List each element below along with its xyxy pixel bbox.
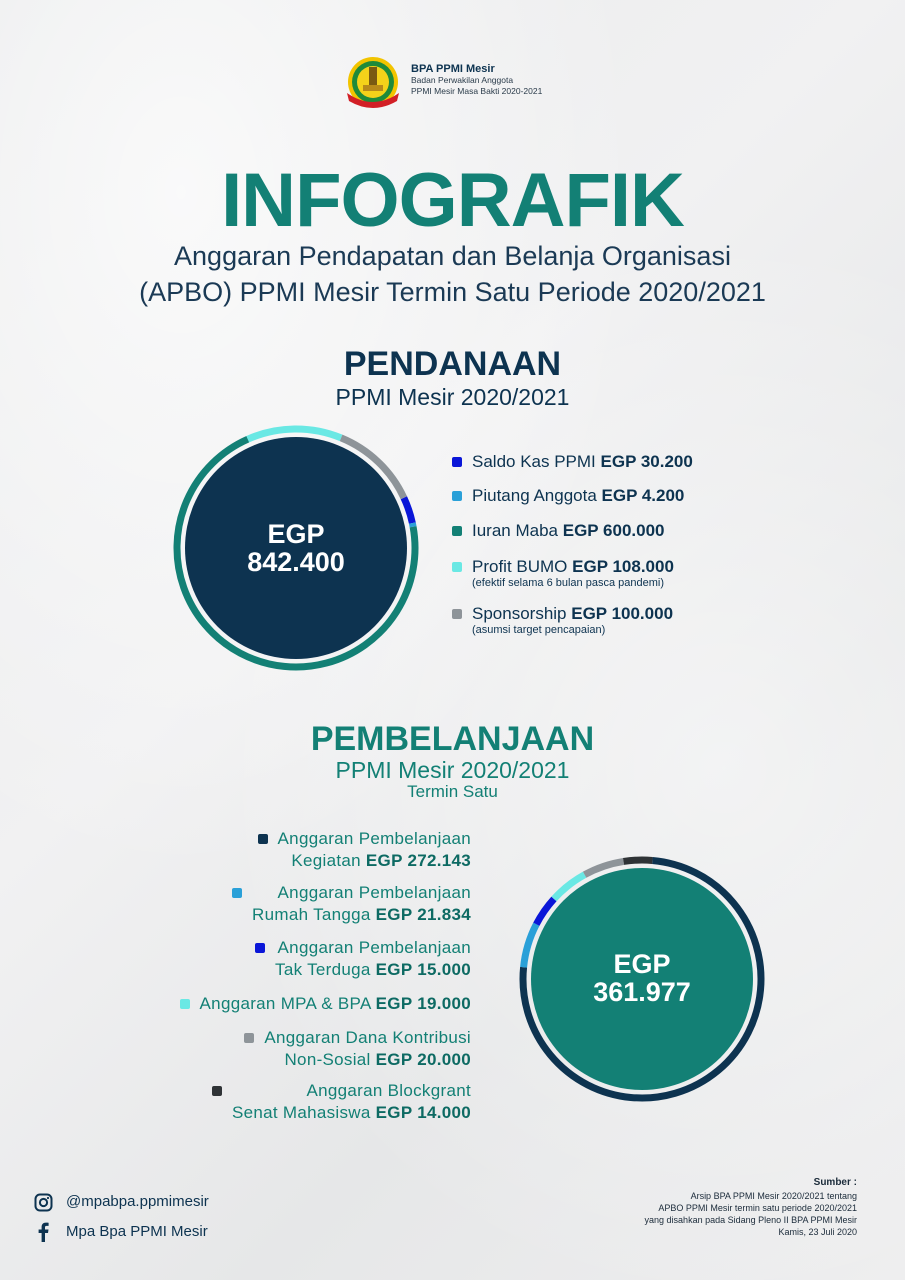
legend-note: (asumsi target pencapaian) [472,624,606,636]
legend2-swatch [232,888,242,898]
legend-note: (efektif selama 6 bulan pasca pandemi) [472,577,664,589]
subtitle [0,238,905,310]
pembelanjaan-total [514,950,770,1006]
bpa-emblem-icon [345,55,403,111]
subtitle-line-2: (APBO) PPMI Mesir Termin Satu Periode 2020/2021 [139,277,766,307]
legend2-swatch [244,1033,254,1043]
legend2-line1: Anggaran Pembelanjaan [277,829,471,848]
pendanaan-total-value: 842.400 [247,547,345,577]
legend2-line2: Non-Sosial [284,1050,371,1069]
legend2-line2: Tak Terduga [275,960,371,979]
legend-label: Profit BUMO [472,557,568,576]
facebook-icon [34,1222,53,1242]
legend2-line2: Senat Mahasiswa [231,1103,371,1122]
legend2-item-kontribusi [264,1027,471,1071]
legend2-amount: EGP 19.000 [375,994,471,1013]
pendanaan-total [168,520,424,576]
legend2-swatch [212,1086,222,1096]
legend-amount: EGP 600.000 [562,521,665,540]
legend2-amount: EGP 20.000 [375,1050,471,1069]
source-line-3: yang disahkan pada Sidang Pleno II BPA PPMI Mesir [644,1215,857,1225]
pembelanjaan-subtitle: PPMI Mesir 2020/2021 [335,757,570,783]
legend2-line1: Anggaran Pembelanjaan [277,883,471,902]
source-line-2: APBO PPMI Mesir termin satu periode 2020/2021 [658,1203,857,1213]
legend2-line2: Kegiatan [291,851,361,870]
legend-amount: EGP 108.000 [572,557,674,576]
legend2-item-blockgrant [232,1080,471,1124]
legend2-swatch [255,943,265,953]
header-logo [345,55,575,115]
legend-label: Iuran Maba [472,521,558,540]
source-title: Sumber : [813,1177,857,1188]
pembelanjaan-title: PEMBELANJAAN [310,720,595,758]
pendanaan-legend [452,452,872,652]
ring-segment-5 [624,860,653,861]
legend-label: Saldo Kas PPMI [472,452,596,471]
instagram-handle: @mpabpa.ppmimesir [66,1193,209,1210]
legend-swatch [452,457,462,467]
legend2-amount: EGP 15.000 [375,960,471,979]
source-block [645,1176,857,1238]
legend2-item-tak-terduga [275,937,471,981]
legend2-line1: Anggaran Pembelanjaan [277,938,471,957]
pembelanjaan-total-label: EGP [613,949,671,979]
legend2-amount: EGP 21.834 [375,905,471,924]
source-line-4: Kamis, 23 Juli 2020 [778,1227,857,1237]
facebook-page: Mpa Bpa PPMI Mesir [66,1223,208,1240]
legend2-item-mpa-bpa [200,993,471,1015]
legend-swatch [452,526,462,536]
source-line-1: Arsip BPA PPMI Mesir 2020/2021 tentang [690,1191,857,1201]
pendanaan-title: PENDANAAN [343,345,562,383]
legend2-swatch [258,834,268,844]
main-title: INFOGRAFIK [221,158,684,243]
legend2-amount: EGP 272.143 [365,851,471,870]
legend2-line1: Anggaran Dana Kontribusi [264,1028,471,1047]
legend-swatch [452,609,462,619]
logo-title: BPA PPMI Mesir [411,63,495,75]
legend2-swatch [180,999,190,1009]
pembelanjaan-total-value: 361.977 [593,977,691,1007]
legend2-item-rumah-tangga [252,882,471,926]
legend-label: Piutang Anggota [472,486,597,505]
legend2-line2: Rumah Tangga [252,905,371,924]
pembelanjaan-subtitle-2: Termin Satu [407,782,498,801]
logo-subtitle-1: Badan Perwakilan Anggota [411,75,514,85]
pendanaan-subtitle: PPMI Mesir 2020/2021 [335,384,570,410]
legend2-item-kegiatan [278,828,471,872]
legend-swatch [452,491,462,501]
legend-amount: EGP 30.200 [600,452,693,471]
legend-amount: EGP 4.200 [601,486,685,505]
legend-label: Sponsorship [472,604,567,623]
legend-swatch [452,562,462,572]
legend2-line1: Anggaran Blockgrant [306,1081,471,1100]
pendanaan-total-label: EGP [267,519,325,549]
legend2-line2: Anggaran MPA & BPA [199,994,371,1013]
legend2-amount: EGP 14.000 [375,1103,471,1122]
legend-amount: EGP 100.000 [571,604,674,623]
logo-subtitle-2: PPMI Mesir Masa Bakti 2020-2021 [411,86,543,96]
subtitle-line-1: Anggaran Pendapatan dan Belanja Organisasi [174,241,731,271]
instagram-icon [34,1193,53,1212]
